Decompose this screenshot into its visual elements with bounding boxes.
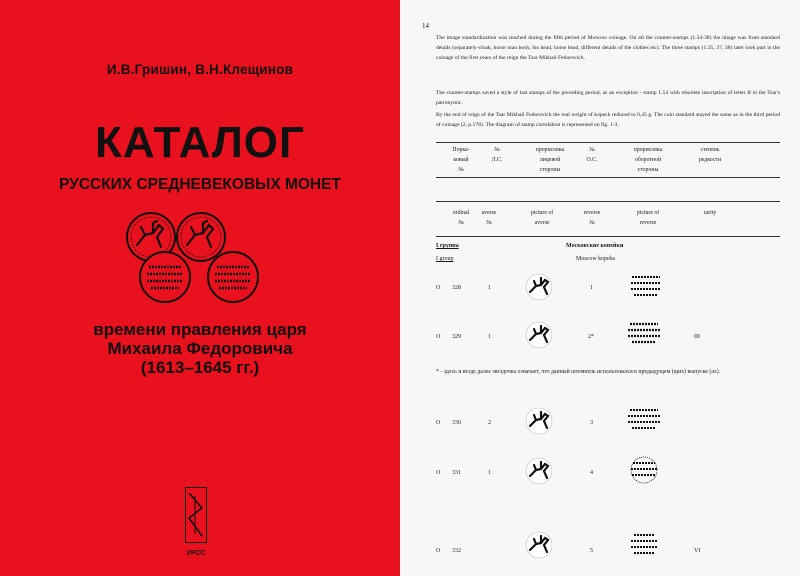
row-prefix: O xyxy=(436,470,441,476)
ru-h3-line3: стороны xyxy=(539,167,561,173)
publisher-logo-icon xyxy=(185,487,207,543)
coin-reverse-right-icon xyxy=(208,252,258,302)
en-header-col3 xyxy=(512,208,572,228)
row-reverse-no: 5 xyxy=(590,548,593,554)
row-reverse-no: 3 xyxy=(590,420,593,426)
cover-reign-caption xyxy=(0,320,400,377)
ru-h4-line2: О.С. xyxy=(586,157,598,163)
ru-h6-line2: редкости xyxy=(698,157,722,163)
ru-header-col2 xyxy=(482,145,512,165)
averse-rider-icon xyxy=(524,320,554,350)
group-label-ru: I группа xyxy=(436,243,459,249)
row-prefix: O xyxy=(436,334,441,340)
coin-obverse-right-icon xyxy=(177,213,225,261)
ru-h6-line1: степень xyxy=(700,147,720,153)
table-rule-mid xyxy=(436,177,780,178)
averse-rider-icon xyxy=(524,272,554,302)
reverse-inscription-icon xyxy=(626,456,662,484)
ru-h5-line1: прорисовка xyxy=(633,147,663,153)
reign-line-2: Михаила Федоровича xyxy=(107,339,293,358)
averse-rider-icon xyxy=(524,406,554,436)
en-h2-line1: averse xyxy=(481,210,497,216)
reign-line-1: времени правления царя xyxy=(93,320,307,339)
en-h4-line1: reverse xyxy=(583,210,601,216)
ru-header-col3 xyxy=(520,145,580,175)
en-h4-line2: № xyxy=(589,220,595,226)
row-ordinal: 330 xyxy=(452,420,461,426)
row-prefix: O xyxy=(436,548,441,554)
section-label-ru: Московские копейки xyxy=(566,243,624,249)
group-label-en: I group xyxy=(436,256,454,262)
cover-coins-illustration xyxy=(123,207,273,307)
ru-header-col1 xyxy=(436,145,486,175)
reverse-inscription-icon xyxy=(626,530,662,558)
en-header-col5 xyxy=(618,208,678,228)
table-rule-top xyxy=(436,142,780,143)
en-h6-line1: rarity xyxy=(703,210,717,216)
ru-h3-line2: лицевой xyxy=(539,157,561,163)
row-prefix: O xyxy=(436,285,441,291)
ru-h2-line2: Л.С. xyxy=(491,157,503,163)
averse-rider-icon xyxy=(524,456,554,486)
cover-subtitle: РУССКИХ СРЕДНЕВЕКОВЫХ МОНЕТ xyxy=(59,176,341,193)
ru-h3-line1: прорисовка xyxy=(535,147,565,153)
ru-h1-line3: № xyxy=(458,167,464,173)
en-h3-line2: averse xyxy=(534,220,550,226)
row-ordinal: 332 xyxy=(452,548,461,554)
en-h5-line1: picture of xyxy=(636,210,660,216)
en-h3-line1: picture of xyxy=(530,210,554,216)
reverse-inscription-icon xyxy=(628,272,664,300)
row-prefix: O xyxy=(436,420,441,426)
row-rarity: VI xyxy=(694,548,701,554)
ru-header-col5 xyxy=(618,145,678,175)
en-h1-line2: № xyxy=(458,220,464,226)
row-averse-no: 1 xyxy=(488,285,491,291)
row-rarity: III xyxy=(694,334,700,340)
catalog-page xyxy=(400,0,800,576)
page-number: 14 xyxy=(422,22,429,30)
row-ordinal: 329 xyxy=(452,334,461,340)
row-averse-no: 1 xyxy=(488,334,491,340)
cover-title: КАТАЛОГ xyxy=(95,118,305,167)
publisher-logo-mark-icon xyxy=(186,488,205,541)
row-ordinal: 328 xyxy=(452,285,461,291)
row-averse-no: 1 xyxy=(488,470,491,476)
section-label-en: Moscow kopeks xyxy=(576,256,616,262)
row-reverse-no: 4 xyxy=(590,470,593,476)
paragraph-3: By the end of reign of the Tsar Mikhail Fedorovich the real weight of kopeck reduced to 0,45 g. The coin standard stayed the same as in the third period of coinage (2, p.178). The diagram of stamp correlation is represented on fig. 1-3. xyxy=(436,112,780,129)
cover-authors: И.В.Гришин, В.Н.Клещинов xyxy=(106,62,294,77)
cover-publisher: УРСС xyxy=(186,550,206,557)
footnote: * - здесь и везде далее звездочка означает, что данный штемпель использовался в предыдущем (щих) выпуске (ах). xyxy=(436,369,721,375)
paragraph-2: The counter-stamps saved a style of last stamps of the preceding period, as an exception - stamp 1.54 with obsolete inscription of letter B in the Tsar's patronymic. xyxy=(436,90,780,107)
row-reverse-no: 1 xyxy=(590,285,593,291)
row-averse-no: 2 xyxy=(488,420,491,426)
table-rule-en-bottom xyxy=(436,236,780,237)
en-header-col2 xyxy=(474,208,504,228)
en-header-col6 xyxy=(685,208,735,218)
table-rule-en-top xyxy=(436,201,780,202)
reverse-inscription-icon xyxy=(626,406,662,434)
reign-line-3: (1613–1645 гг.) xyxy=(140,358,260,377)
averse-rider-icon xyxy=(524,530,554,560)
ru-header-col4 xyxy=(577,145,607,165)
ru-header-col6 xyxy=(685,145,735,165)
reverse-inscription-icon xyxy=(626,320,662,348)
ru-h5-line2: оборотной xyxy=(634,157,662,163)
ru-h5-line3: стороны xyxy=(637,167,659,173)
en-h1-line1: ordinal xyxy=(452,210,470,216)
row-ordinal: 331 xyxy=(452,470,461,476)
ru-h4-line1: № xyxy=(589,147,595,153)
en-header-col4 xyxy=(574,208,610,228)
en-h5-line2: reverse xyxy=(639,220,657,226)
paragraph-1: The image standardization was reached during the fifth period of Moscow coinage. On all the counter-stamps (1.34-38) the image was from standard details (separately-cloak, horse man body, his head, horse head, different details of the clothes etc). The three stamps (1.35, 37, 38) later took part in the coinage of the first years of the reign the Tsar Mikhail Fedorovich. xyxy=(436,35,780,62)
ru-h2-line1: № xyxy=(494,147,500,153)
ru-h1-line2: ковый xyxy=(453,157,469,163)
ru-h1-line1: Порка- xyxy=(452,147,470,153)
row-reverse-no: 2* xyxy=(588,334,594,340)
en-h2-line2: № xyxy=(486,220,492,226)
coin-reverse-left-icon xyxy=(140,252,190,302)
